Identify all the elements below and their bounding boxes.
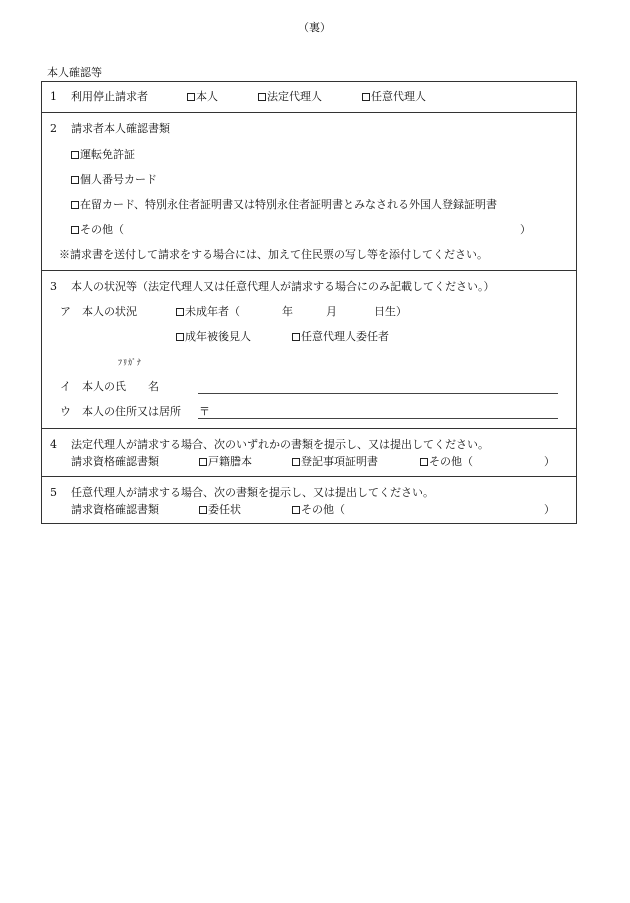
s5-doc-label: 請求資格確認書類 — [71, 503, 159, 516]
s2-label: 請求者本人確認書類 — [71, 122, 170, 135]
postal-mark: 〒 — [199, 405, 210, 418]
checkbox-minor[interactable]: 未成年者（ — [176, 305, 240, 319]
checkbox-icon — [71, 226, 79, 234]
s5-other-close: ） — [544, 503, 555, 516]
s3-year: 年 — [282, 305, 293, 318]
checkbox-icon — [176, 308, 184, 316]
s4-doc-label: 請求資格確認書類 — [71, 455, 159, 468]
divider-2 — [41, 270, 577, 271]
checkbox-icon — [420, 458, 428, 466]
s3-i-label: 本人の氏 名 — [82, 380, 159, 393]
s2-other-close: ） — [520, 223, 531, 236]
checkbox-icon — [71, 201, 79, 209]
checkbox-icon — [71, 151, 79, 159]
checkbox-icon — [292, 506, 300, 514]
s5-label: 任意代理人が請求する場合、次の書類を提示し、又は提出してください。 — [71, 486, 434, 499]
checkbox-icon — [292, 333, 300, 341]
s4-other-close: ） — [544, 455, 555, 468]
s3-i-marker: イ — [60, 380, 71, 393]
s3-number: 3 — [50, 280, 57, 293]
s3-a-label: 本人の状況 — [82, 305, 137, 318]
checkbox-s4-other[interactable]: その他（ — [420, 455, 473, 469]
checkbox-residence-card[interactable]: 在留カード、特別永住者証明書又は特別永住者証明書とみなされる外国人登録証明書 — [71, 198, 497, 212]
address-input-line[interactable] — [198, 418, 558, 419]
divider-4 — [41, 476, 577, 477]
checkbox-icon — [362, 93, 370, 101]
checkbox-registry-certificate[interactable]: 登記事項証明書 — [292, 455, 378, 469]
s1-label: 利用停止請求者 — [71, 90, 148, 103]
section-title: 本人確認等 — [47, 66, 102, 79]
checkbox-power-of-attorney[interactable]: 委任状 — [199, 503, 241, 517]
s4-number: 4 — [50, 438, 57, 451]
s2-number: 2 — [50, 122, 57, 135]
furigana-label: ﾌﾘｶﾞﾅ — [118, 358, 142, 367]
checkbox-family-register[interactable]: 戸籍謄本 — [199, 455, 252, 469]
s2-note: ※請求書を送付して請求をする場合には、加えて住民票の写し等を添付してください。 — [59, 248, 488, 261]
checkbox-icon — [292, 458, 300, 466]
s3-u-label: 本人の住所又は居所 — [82, 405, 181, 418]
checkbox-icon — [199, 506, 207, 514]
checkbox-icon — [187, 93, 195, 101]
s3-label: 本人の状況等（法定代理人又は任意代理人が請求する場合にのみ記載してください。） — [71, 280, 495, 293]
s4-label: 法定代理人が請求する場合、次のいずれかの書類を提示し、又は提出してください。 — [71, 438, 489, 451]
checkbox-adult-ward[interactable]: 成年被後見人 — [176, 330, 251, 344]
s3-a-marker: ア — [60, 305, 71, 318]
checkbox-s2-other[interactable]: その他（ — [71, 223, 124, 237]
divider-1 — [41, 112, 577, 113]
divider-3 — [41, 428, 577, 429]
s3-day-born: 日生） — [374, 305, 407, 318]
s3-month: 月 — [326, 305, 337, 318]
checkbox-icon — [71, 176, 79, 184]
checkbox-icon — [176, 333, 184, 341]
checkbox-drivers-license[interactable]: 運転免許証 — [71, 148, 135, 162]
checkbox-self[interactable]: 本人 — [187, 90, 218, 104]
checkbox-icon — [258, 93, 266, 101]
checkbox-principal[interactable]: 任意代理人委任者 — [292, 330, 389, 344]
s5-number: 5 — [50, 486, 57, 499]
name-input-line[interactable] — [198, 393, 558, 394]
s3-u-marker: ウ — [60, 405, 71, 418]
checkbox-icon — [199, 458, 207, 466]
checkbox-my-number-card[interactable]: 個人番号カード — [71, 173, 157, 187]
s1-number: 1 — [50, 90, 57, 103]
checkbox-voluntary-agent[interactable]: 任意代理人 — [362, 90, 426, 104]
checkbox-legal-agent[interactable]: 法定代理人 — [258, 90, 322, 104]
page-label: （裏） — [298, 21, 331, 34]
checkbox-s5-other[interactable]: その他（ — [292, 503, 345, 517]
